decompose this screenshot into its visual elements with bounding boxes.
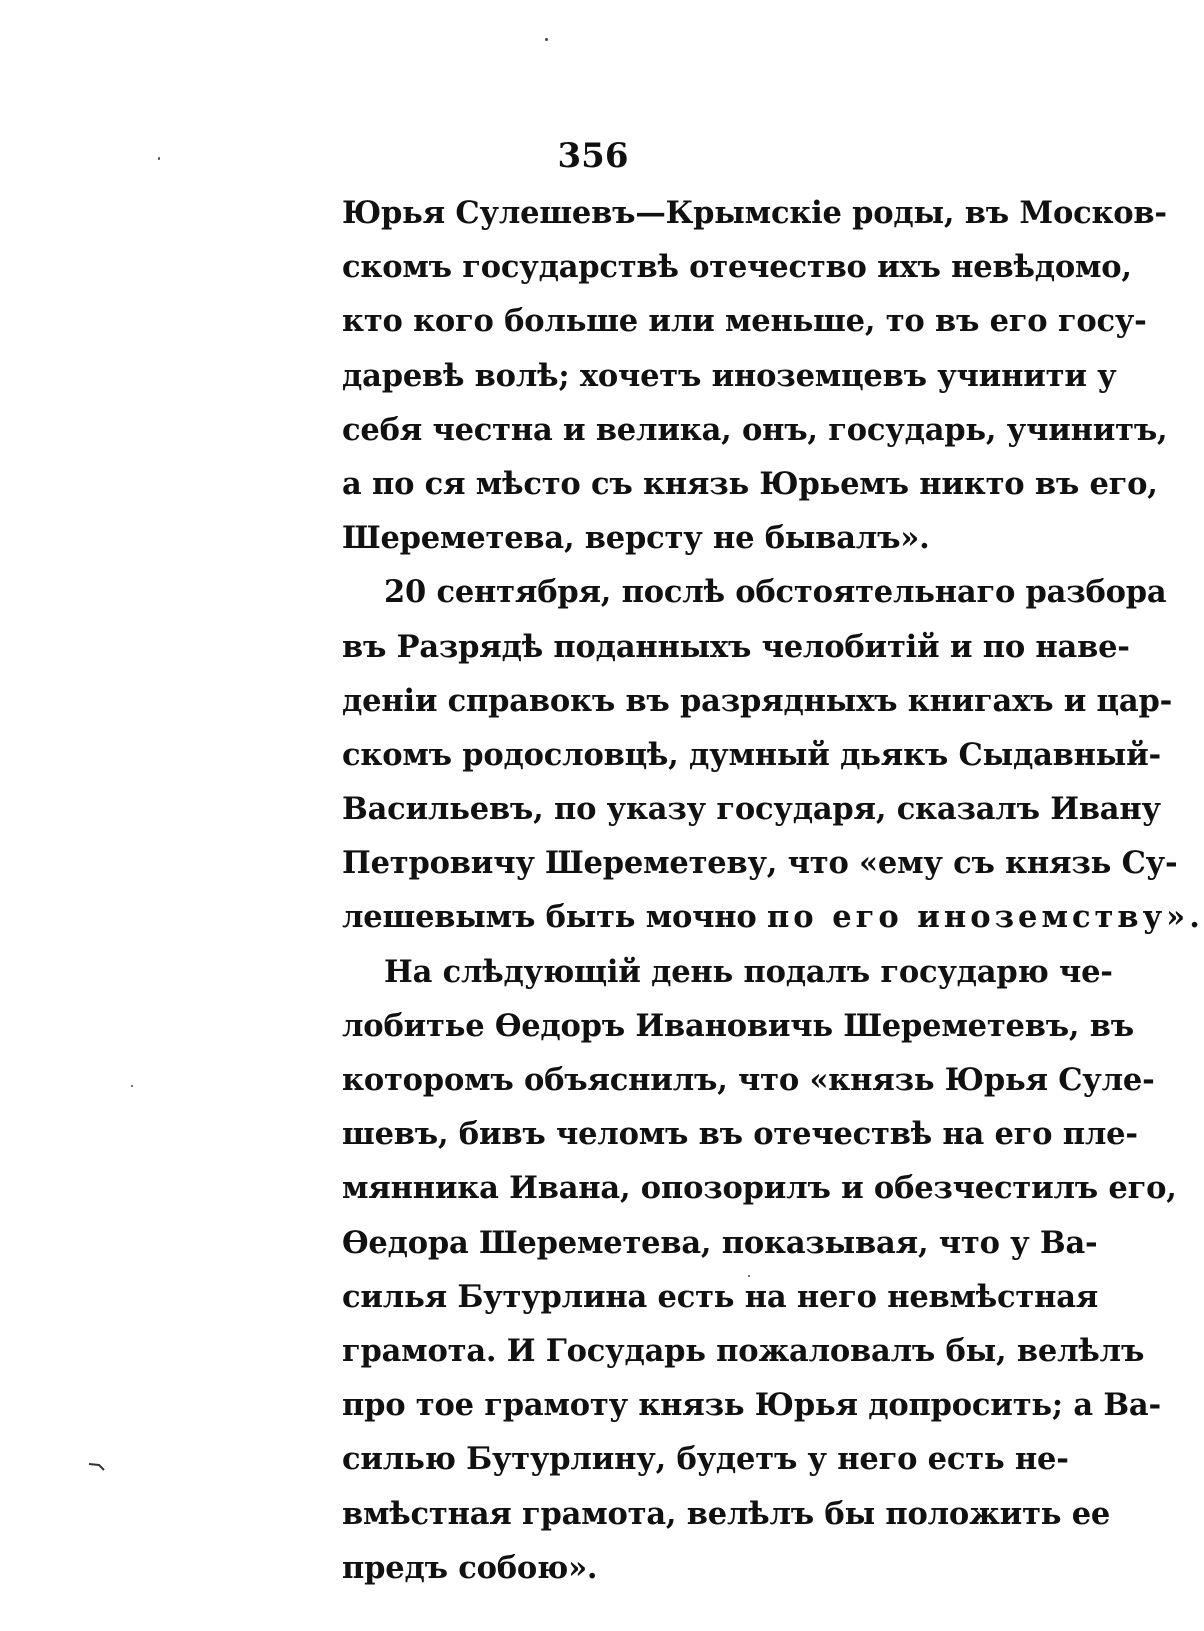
text-spaced-emphasis: по его иноземству». xyxy=(766,899,1204,936)
margin-mark-icon xyxy=(88,1462,106,1472)
text-line: про тое грамоту князь Юрья допросить; а Ва- xyxy=(342,1387,1161,1424)
text-line: Васильевъ, по указу государя, сказалъ Ивану xyxy=(342,791,1161,828)
text-line: лобитье Ѳедоръ Ивановичь Шереметевъ, въ xyxy=(342,1007,1134,1044)
text-line: Петровичу Шереметеву, что «ему съ князь Су- xyxy=(342,845,1178,882)
page-number: 356 xyxy=(557,136,629,176)
text-line-emphasis xyxy=(342,890,1204,944)
text-plain: лешевымъ быть мочно xyxy=(342,899,767,936)
text-line: а по ся мѣсто съ князь Юрьемъ никто въ его, xyxy=(342,465,1158,502)
body-text xyxy=(342,186,1204,1595)
text-line: Ѳедора Шереметева, показывая, что у Ва- xyxy=(342,1224,1098,1261)
scan-speck xyxy=(158,157,160,160)
scan-speck xyxy=(545,38,548,41)
text-line: кто кого больше или меньше, то въ его госу- xyxy=(342,303,1147,340)
text-line: вмѣстная грамота, велѣлъ бы положить ее xyxy=(342,1495,1111,1532)
text-line: шевъ, бивъ челомъ въ отечествѣ на его пле- xyxy=(342,1116,1138,1153)
text-line: 20 сентября, послѣ обстоятельнаго разбора xyxy=(384,574,1167,611)
scan-speck xyxy=(131,1085,133,1087)
text-line: скомъ родословцѣ, думный дьякъ Сыдавный- xyxy=(342,736,1162,773)
text-line: мянника Ивана, опозорилъ и обезчестилъ его, xyxy=(342,1170,1177,1207)
text-line: силью Бутурлину, будетъ у него есть не- xyxy=(342,1441,1069,1478)
text-line: Юрья Сулешевъ—Крымскіе роды, въ Москов- xyxy=(342,195,1167,231)
text-line: которомъ объяснилъ, что «князь Юрья Суле- xyxy=(342,1062,1155,1098)
text-line: себя честна и велика, онъ, государь, учинитъ, xyxy=(342,411,1168,448)
text-line: въ Разрядѣ поданныхъ челобитій и по наве- xyxy=(342,628,1130,665)
text-line: скомъ государствѣ отечество ихъ невѣдомо, xyxy=(342,249,1132,286)
text-line: предъ собою». xyxy=(342,1549,598,1586)
text-line: деніи справокъ въ разрядныхъ книгахъ и цар- xyxy=(342,682,1173,719)
text-line: силья Бутурлина есть на него невмѣстная xyxy=(342,1278,1099,1315)
text-line: На слѣдующій день подалъ государю че- xyxy=(384,953,1113,990)
scan-speck xyxy=(748,1275,750,1277)
text-line: даревѣ волѣ; хочетъ иноземцевъ учинити у xyxy=(342,357,1117,394)
text-line: грамота. И Государь пожаловалъ бы, велѣлъ xyxy=(342,1332,1145,1369)
text-line: Шереметева, версту не бывалъ». xyxy=(342,520,930,557)
